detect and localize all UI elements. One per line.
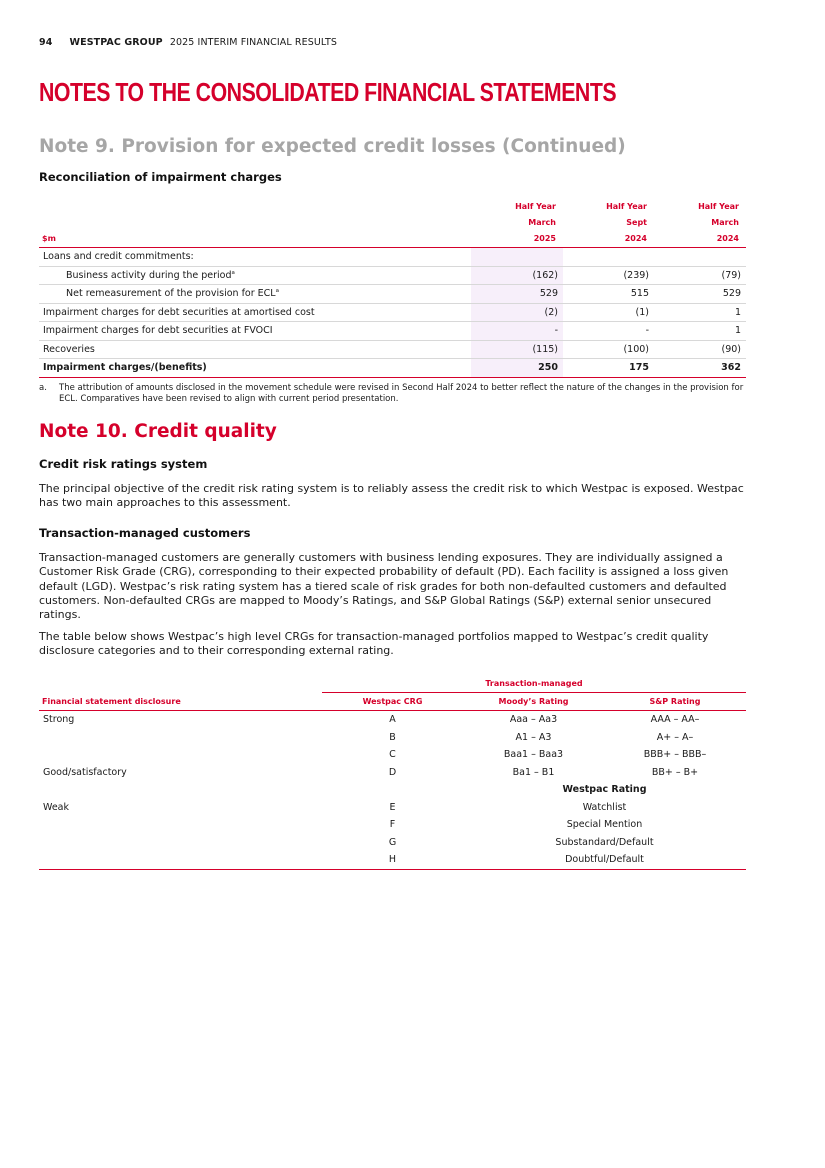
column-header-line3: 2024: [563, 231, 654, 248]
total-row: Impairment charges/(benefits) 250 175 362: [39, 359, 746, 378]
note9-subtitle: Reconciliation of impairment charges: [39, 170, 282, 184]
report-name: 2025 INTERIM FINANCIAL RESULTS: [169, 37, 338, 48]
column-header-line2: March: [711, 218, 739, 227]
column-header: Moody’s Rating: [463, 693, 604, 711]
westpac-rating-header: Westpac Rating: [562, 784, 647, 796]
table-row: Recoveries (115) (100) (90): [39, 340, 746, 359]
table-row: Net remeasurement of the provision for ECL$^a$ 529 515 529: [39, 285, 746, 304]
column-header-line3: 2025: [471, 231, 563, 248]
table-row: B A1 – A3 A+ – A–: [389, 731, 694, 743]
paragraph: The table below shows Westpac’s high level CRGs for transaction-managed portfolios mapped to Westpac’s credit quality disclosure categories and to their corresponding external rating.: [39, 630, 709, 658]
column-header: Westpac CRG: [322, 693, 463, 711]
page-number: 94: [39, 37, 53, 48]
running-header: [39, 37, 337, 48]
column-header: Financial statement disclosure: [39, 693, 322, 711]
table-row: Loans and credit commitments:: [39, 248, 746, 267]
table-row: Weak E Watchlist: [43, 801, 627, 813]
footnote-ref: a: [275, 288, 279, 295]
impairment-reconciliation-table: [39, 199, 746, 378]
footnote-marker: a.: [39, 383, 47, 393]
table-row: G Substandard/Default: [388, 836, 654, 848]
table-row: Strong A Aaa – Aa3 AAA – AA–: [43, 714, 700, 726]
column-header-line3: 2024: [654, 231, 746, 248]
column-header-line1: Half Year: [606, 202, 647, 211]
section-title: NOTES TO THE CONSOLIDATED FINANCIAL STATEMENTS: [39, 77, 617, 107]
credit-rating-mapping-table: [39, 675, 746, 870]
paragraph: The principal objective of the credit risk rating system is to reliably assess the credit risk to which Westpac is exposed. Westpac has two main approaches to this assessment.: [39, 482, 744, 510]
footnote: [39, 383, 746, 405]
table-row: H Doubtful/Default: [39, 851, 746, 869]
group-header: Transaction-managed: [322, 675, 746, 693]
unit-label: $m: [39, 231, 471, 248]
table-row: Good/satisfactory D Ba1 – B1 BB+ – B+: [43, 766, 699, 778]
paragraph: Transaction-managed customers are generally customers with business lending exposures. They are individually assigned a Customer Risk Grade (CRG), corresponding to their expected probability of default (PD). Each facility is assigned a loss given default (LGD). Westpac’s risk rating system has a tiered scale of risk grades for both non-defaulted customers and defaulted customers. Non-defaulted CRGs are mapped to Moody’s Ratings, and S&P Global Ratings (S&P) external senior unsecured ratings.: [39, 551, 729, 622]
transaction-managed-heading: Transaction-managed customers: [39, 526, 251, 540]
column-header-line1: Half Year: [698, 202, 739, 211]
table-row: C Baa1 – Baa3 BBB+ – BBB–: [389, 749, 707, 761]
column-header: S&P Rating: [604, 693, 746, 711]
table-row: Impairment charges for debt securities at FVOCI - - 1: [39, 322, 746, 341]
table-row: F Special Mention: [389, 819, 643, 831]
footnote-text: The attribution of amounts disclosed in the movement schedule were revised in Second Half 2024 to better reflect the nature of the changes in the provision for ECL. Comparatives have been revised to align with current period presentation.: [59, 383, 744, 404]
footnote-ref: a: [231, 269, 235, 276]
column-header-line2: March: [528, 218, 556, 227]
table-row: [39, 781, 746, 799]
table-row: Impairment charges for debt securities at amortised cost (2) (1) 1: [39, 303, 746, 322]
column-header-line1: Half Year: [515, 202, 556, 211]
credit-risk-ratings-heading: Credit risk ratings system: [39, 457, 208, 471]
column-header-line2: Sept: [626, 218, 647, 227]
note10-title: Note 10. Credit quality: [39, 421, 277, 442]
note9-title: Note 9. Provision for expected credit losses (Continued): [39, 136, 626, 157]
table-row: Business activity during the period$^a$ (162) (239) (79): [39, 266, 746, 285]
organisation-name: WESTPAC GROUP: [69, 37, 163, 48]
